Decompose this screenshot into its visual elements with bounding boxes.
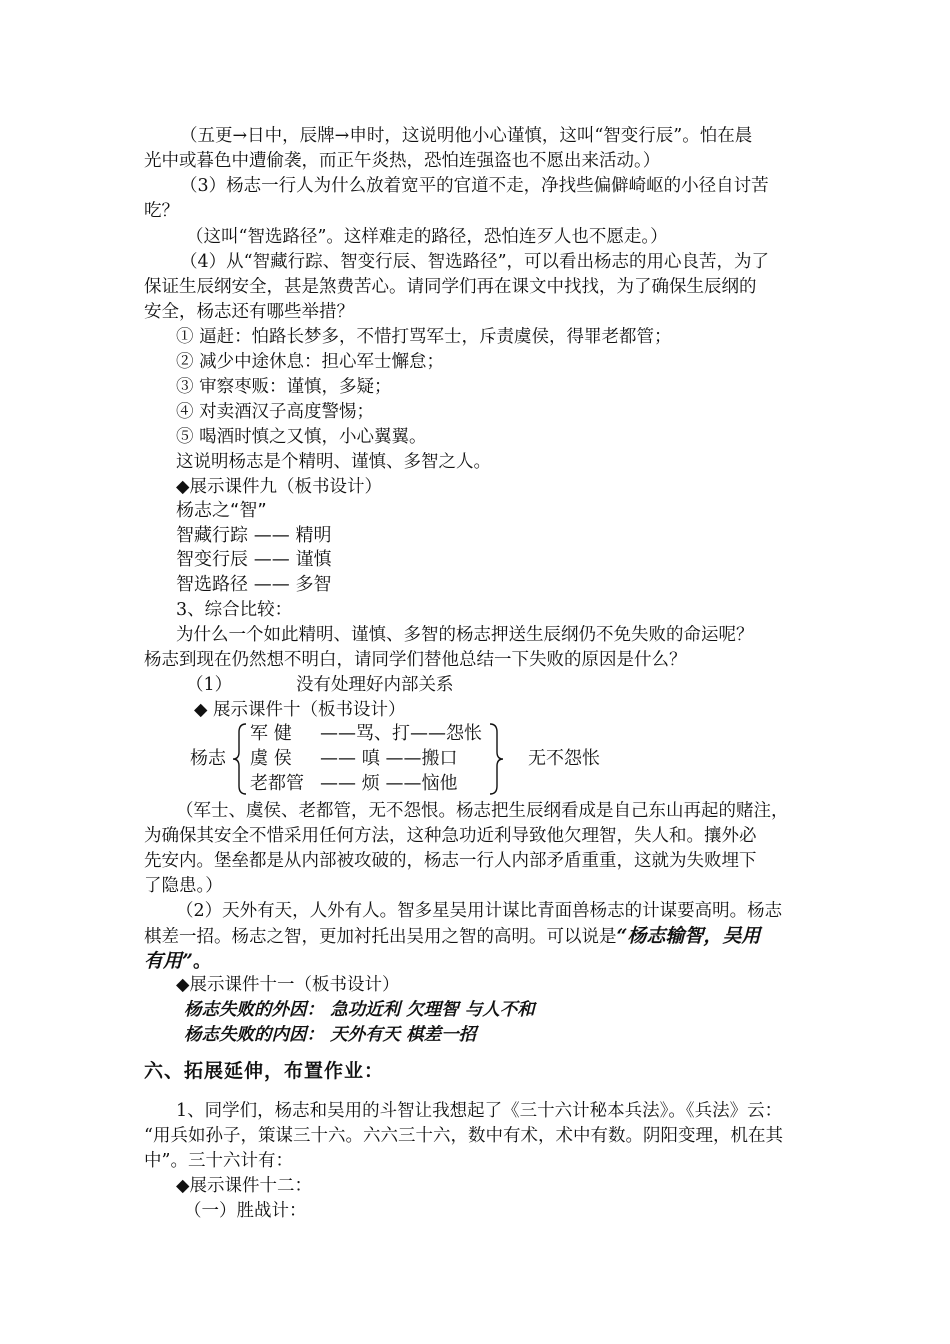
right-brace-icon — [486, 722, 506, 796]
slide-heading: ◆展示课件十一（板书设计） — [176, 975, 400, 995]
paragraph-line: 光中或暮色中遭偷袭，而正午炎热，恐怕连强盗也不愿出来活动。） — [144, 151, 661, 171]
paragraph-line: “用兵如孙子，策谋三十六。六六三十六，数中有术，术中有数。阴阳变理，机在其 — [144, 1126, 783, 1146]
paragraph-line: 为什么一个如此精明、谨慎、多智的杨志押送生辰纲仍不免失败的命运呢？ — [176, 625, 754, 645]
paragraph-line: 杨志到现在仍然想不明白，请同学们替他总结一下失败的原因是什么？ — [144, 650, 687, 670]
board-line: 智选路径 —— 多智 — [176, 574, 332, 595]
board-line: 智藏行踪 —— 精明 — [176, 525, 332, 546]
diagram-result: 无不怨怅 — [528, 748, 600, 769]
paragraph-line: （3）杨志一行人为什么放着宽平的官道不走，净找些偏僻崎岖的小径自讨苦 — [180, 176, 769, 196]
diagram-row-label: 老都管 — [250, 773, 304, 794]
paragraph-text: 。 — [192, 952, 211, 972]
paragraph-line: 了隐患。） — [144, 876, 223, 896]
measure-item: ② 减少中途休息：担心军士懈怠； — [176, 352, 445, 372]
paragraph-line — [144, 924, 760, 949]
paragraph-text: 棋差一招。杨志之智，更加衬托出吴用之智的高明。可以说是 — [144, 927, 617, 947]
diagram-row-label: 虞 侯 — [250, 748, 292, 769]
diagram-row-label: 军 健 — [250, 723, 292, 744]
sub-heading: （一）胜战计： — [184, 1201, 307, 1221]
board-line: 智变行辰 —— 谨慎 — [176, 549, 332, 570]
measure-item: ① 逼赶：怕路长梦多，不惜打骂军士，斥责虞侯，得罪老都管； — [176, 327, 672, 347]
conclusion-line: 这说明杨志是个精明、谨慎、多智之人。 — [176, 452, 491, 472]
paragraph-line — [144, 949, 210, 974]
paragraph-line: 1、同学们，杨志和吴用的斗智让我想起了《三十六计秘本兵法》。《兵法》云： — [176, 1101, 783, 1121]
paragraph-line: 保证生辰纲安全，甚是煞费苦心。请同学们再在课文中找找，为了确保生辰纲的 — [144, 277, 757, 297]
board-line: 杨志失败的外因： 急功近利 欠理智 与人不和 — [184, 1000, 535, 1020]
reason-number: （1） — [186, 675, 233, 695]
diagram-row-relation: ——骂、打——怨怅 — [320, 723, 482, 744]
diagram-row-relation: —— 嗔 ——搬口 — [320, 748, 458, 769]
paragraph-line: （4）从“智藏行踪、智变行辰、智选路径”，可以看出杨志的用心良苦，为了 — [180, 252, 770, 272]
slide-heading: ◆ 展示课件十（板书设计） — [194, 700, 406, 720]
paragraph-line: （这叫“智选路径”。这样难走的路径，恐怕连歹人也不愿走。） — [186, 227, 668, 247]
paragraph-line: （五更→日中，辰牌→申时，这说明他小心谨慎，这叫“智变行辰”。怕在晨 — [180, 126, 753, 146]
paragraph-line: 先安内。堡垒都是从内部被攻破的，杨志一行人内部矛盾重重，这就为失败埋下 — [144, 851, 757, 871]
emphasis-text: 有用” — [144, 950, 193, 972]
paragraph-line: 吃？ — [144, 201, 179, 221]
paragraph-line: 安全，杨志还有哪些举措？ — [144, 302, 354, 322]
paragraph-line: （军士、虞侯、老都管，无不怨恨。杨志把生辰纲看成是自己东山再起的赌注， — [176, 801, 789, 821]
section-heading: 3、综合比较： — [176, 600, 293, 620]
board-line: 杨志失败的内因： 天外有天 棋差一招 — [184, 1025, 477, 1045]
reason-text: 没有处理好内部关系 — [296, 675, 454, 695]
diagram-center-label: 杨志 — [190, 748, 226, 769]
slide-heading: ◆展示课件九（板书设计） — [176, 477, 382, 497]
diagram-row-relation: —— 烦 ——恼他 — [320, 773, 458, 794]
slide-heading: ◆展示课件十二： — [176, 1176, 312, 1196]
measure-item: ③ 审察枣贩：谨慎，多疑； — [176, 377, 392, 397]
board-title: 杨志之“智” — [176, 500, 267, 521]
paragraph-line: 为确保其安全不惜采用任何方法，这种急功近利导致他欠理智，失人和。攘外必 — [144, 826, 757, 846]
measure-item: ⑤ 喝酒时慎之又慎，小心翼翼。 — [176, 427, 427, 447]
section-heading: 六、拓展延伸，布置作业： — [144, 1060, 385, 1082]
paragraph-line: （2）天外有天，人外有人。智多星吴用计谋比青面兽杨志的计谋要高明。杨志 — [176, 901, 783, 921]
measure-item: ④ 对卖酒汉子高度警惕； — [176, 402, 375, 422]
left-brace-icon — [230, 722, 250, 796]
paragraph-line: 中”。三十六计有： — [144, 1151, 293, 1171]
emphasis-text: “杨志输智，吴用 — [616, 925, 761, 947]
